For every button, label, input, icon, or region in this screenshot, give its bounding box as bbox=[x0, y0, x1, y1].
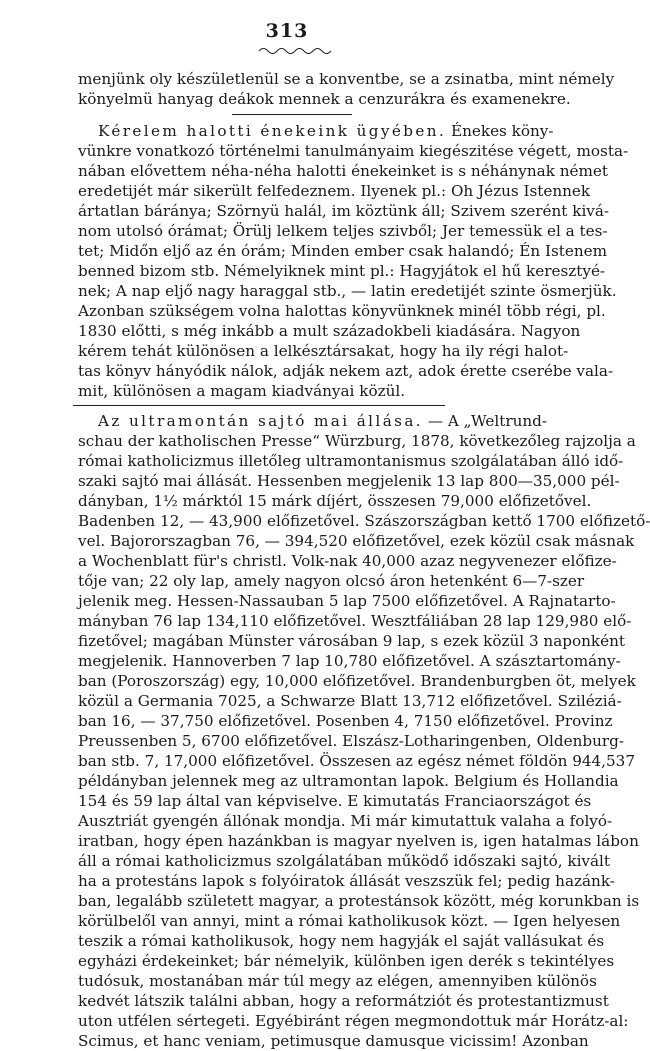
text-line: ban (Poroszország) egy, 10,000 előfizetővel. Brandenburgben öt, melyek bbox=[78, 672, 636, 690]
text-line: Preussenben 5, 6700 előfizetővel. Elszász-Lotharingenben, Oldenburg- bbox=[78, 732, 625, 750]
text-line: római katholicizmus illetőleg ultramontanismus szolgálatában álló idő- bbox=[78, 452, 624, 470]
text-line: tudósuk, mostanában már túl megy az elégen, amennyiben különös bbox=[78, 972, 597, 990]
page-number: 313 bbox=[265, 20, 309, 42]
text-line: a Wochenblatt für's christl. Volk-nak 40,000 azaz negyvenezer előfize- bbox=[78, 552, 617, 570]
text-line: iratban, hogy épen hazánkban is magyar nyelven is, igen hatalmas lábon bbox=[78, 832, 639, 850]
text-line: menjünk oly készületlenül se a konventbe, se a zsinatba, mint némely bbox=[78, 70, 615, 88]
text-line: tője van; 22 oly lap, amely nagyon olcsó áron hetenként 6—7-szer bbox=[78, 572, 585, 590]
text-line: egyházi érdekeinket; bár némelyik, különben igen derék s tekintélyes bbox=[78, 952, 615, 970]
text-line: Badenben 12, — 43,900 előfizetővel. Szászországban kettő 1700 előfizető- bbox=[78, 512, 650, 530]
text-line: ban 16, — 37,750 előfizetővel. Posenben 4, 7150 előfizetővel. Provinz bbox=[78, 712, 613, 730]
text-line: ha a protestáns lapok s folyóiratok állását veszszük fel; pedig hazánk- bbox=[78, 872, 615, 890]
text-line: mit, különösen a magam kiadványai közül. bbox=[78, 382, 406, 400]
text-line: közül a Germania 7025, a Schwarze Blatt 13,712 előfizetővel. Sziléziá- bbox=[78, 692, 622, 710]
text-line: 154 és 59 lap által van képviselve. E kimutatás Franciaországot és bbox=[78, 792, 592, 810]
text-line: uton utfélen sértegeti. Egyébiránt régen megmondottuk már Horátz-al: bbox=[78, 1012, 629, 1030]
text-line: ban stb. 7, 17,000 előfizetővel. Összesen az egész német földön 944,537 bbox=[78, 752, 635, 770]
text-line: eredetijét már sikerült felfedeznem. Ilyenek pl.: Oh Jézus Istennek bbox=[78, 182, 591, 200]
text-line: ban, legalább született magyar, a protestánsok között, még korunkban is bbox=[78, 892, 640, 910]
text-line: tas könyv hányódik nálok, adják nekem azt, adok érette cserébe vala- bbox=[78, 362, 614, 380]
section-first-line bbox=[78, 121, 554, 141]
text-line: megjelenik. Hannoverben 7 lap 10,780 előfizetővel. A szásztartomány- bbox=[78, 652, 621, 670]
text-line: benned bizom stb. Némelyiknek mint pl.: Hagyjátok el hű keresztyé- bbox=[78, 262, 606, 280]
section-divider bbox=[232, 114, 352, 115]
text-line: nom utolsó órámat; Örülj lelkem teljes szivből; Jer temessük el a tes- bbox=[78, 222, 608, 240]
text-line: fizetővel; magában Münster városában 9 lap, s ezek közül 3 naponként bbox=[78, 632, 625, 650]
section-divider bbox=[73, 405, 445, 406]
text-line: ártatlan báránya; Szörnyü halál, im köztünk áll; Szivem szerént kivá- bbox=[78, 202, 610, 220]
text-line: Ausztriát gyengén állónak mondja. Mi már kimutattuk valaha a folyó- bbox=[78, 812, 613, 830]
text-line: teszik a római katholikusok, hogy nem hagyják el saját vallásukat és bbox=[78, 932, 605, 950]
text-line: vünkre vonatkozó történelmi tanulmányaim kiegészitése végett, mosta- bbox=[78, 142, 629, 160]
text-line: nek; A nap eljő nagy haraggal stb., — latin eredetijét szinte ösmerjük. bbox=[78, 282, 617, 300]
text-line: kedvét látszik találni abban, hogy a reformátziót és protestantizmust bbox=[78, 992, 609, 1010]
text-line: vel. Bajororszagban 76, — 394,520 előfizetővel, ezek közül csak másnak bbox=[78, 532, 635, 550]
intro-paragraph bbox=[78, 69, 615, 109]
text-line: könyelmü hanyag deákok mennek a cenzurákra és examenekre. bbox=[78, 90, 571, 108]
text-line: példányban jelennek meg az ultramontan lapok. Belgium és Hollandia bbox=[78, 772, 619, 790]
text-line: tet; Midőn eljő az én órám; Minden ember csak halandó; Én Istenem bbox=[78, 242, 608, 260]
text-line: kérem tehát különösen a lelkésztársakat, hogy ha ily régi halot- bbox=[78, 342, 569, 360]
text-line: jelenik meg. Hessen-Nassauban 5 lap 7500 előfizetővel. A Rajnatarto- bbox=[78, 592, 616, 610]
text-line: Scimus, et hanc veniam, petimusque damusque vicissim! Azonban bbox=[78, 1032, 589, 1050]
text-line: schau der katholischen Presse“ Würzburg, 1878, következőleg rajzolja a bbox=[78, 432, 636, 450]
text-line: áll a római katholicizmus szolgálatában működő időszaki sajtó, kivált bbox=[78, 852, 611, 870]
text-line: körülbelől van annyi, mint a római katholikusok közt. — Igen helyesen bbox=[78, 912, 621, 930]
section-heading: Az ultramontán sajtó mai állása. bbox=[98, 412, 424, 430]
section-ultramontane-press bbox=[78, 411, 650, 1051]
section-heading: Kérelem halotti énekeink ügyében. bbox=[98, 122, 447, 140]
text-line: 1830 előtti, s még inkább a mult századokbeli kiadására. Nagyon bbox=[78, 322, 581, 340]
text-fragment: Énekes köny- bbox=[451, 122, 554, 140]
text-line: szaki sajtó mai állását. Hessenben megjelenik 13 lap 800—35,000 pél- bbox=[78, 472, 620, 490]
section-request-funeral-songs bbox=[78, 121, 629, 401]
text-line: mányban 76 lap 134,110 előfizetővel. Wesztfáliában 28 lap 129,980 elő- bbox=[78, 612, 632, 630]
text-line: Azonban szükségem volna halottas könyvünknek minél több régi, pl. bbox=[78, 302, 606, 320]
page-number-ornament bbox=[259, 46, 331, 56]
text-line: nában elővettem néha-néha halotti énekeinket is s néhánynak német bbox=[78, 162, 609, 180]
text-fragment: — A „Weltrund- bbox=[427, 412, 547, 430]
section-first-line bbox=[78, 411, 547, 431]
text-line: dányban, 1½ márktól 15 márk díjért, összesen 79,000 előfizetővel. bbox=[78, 492, 592, 510]
